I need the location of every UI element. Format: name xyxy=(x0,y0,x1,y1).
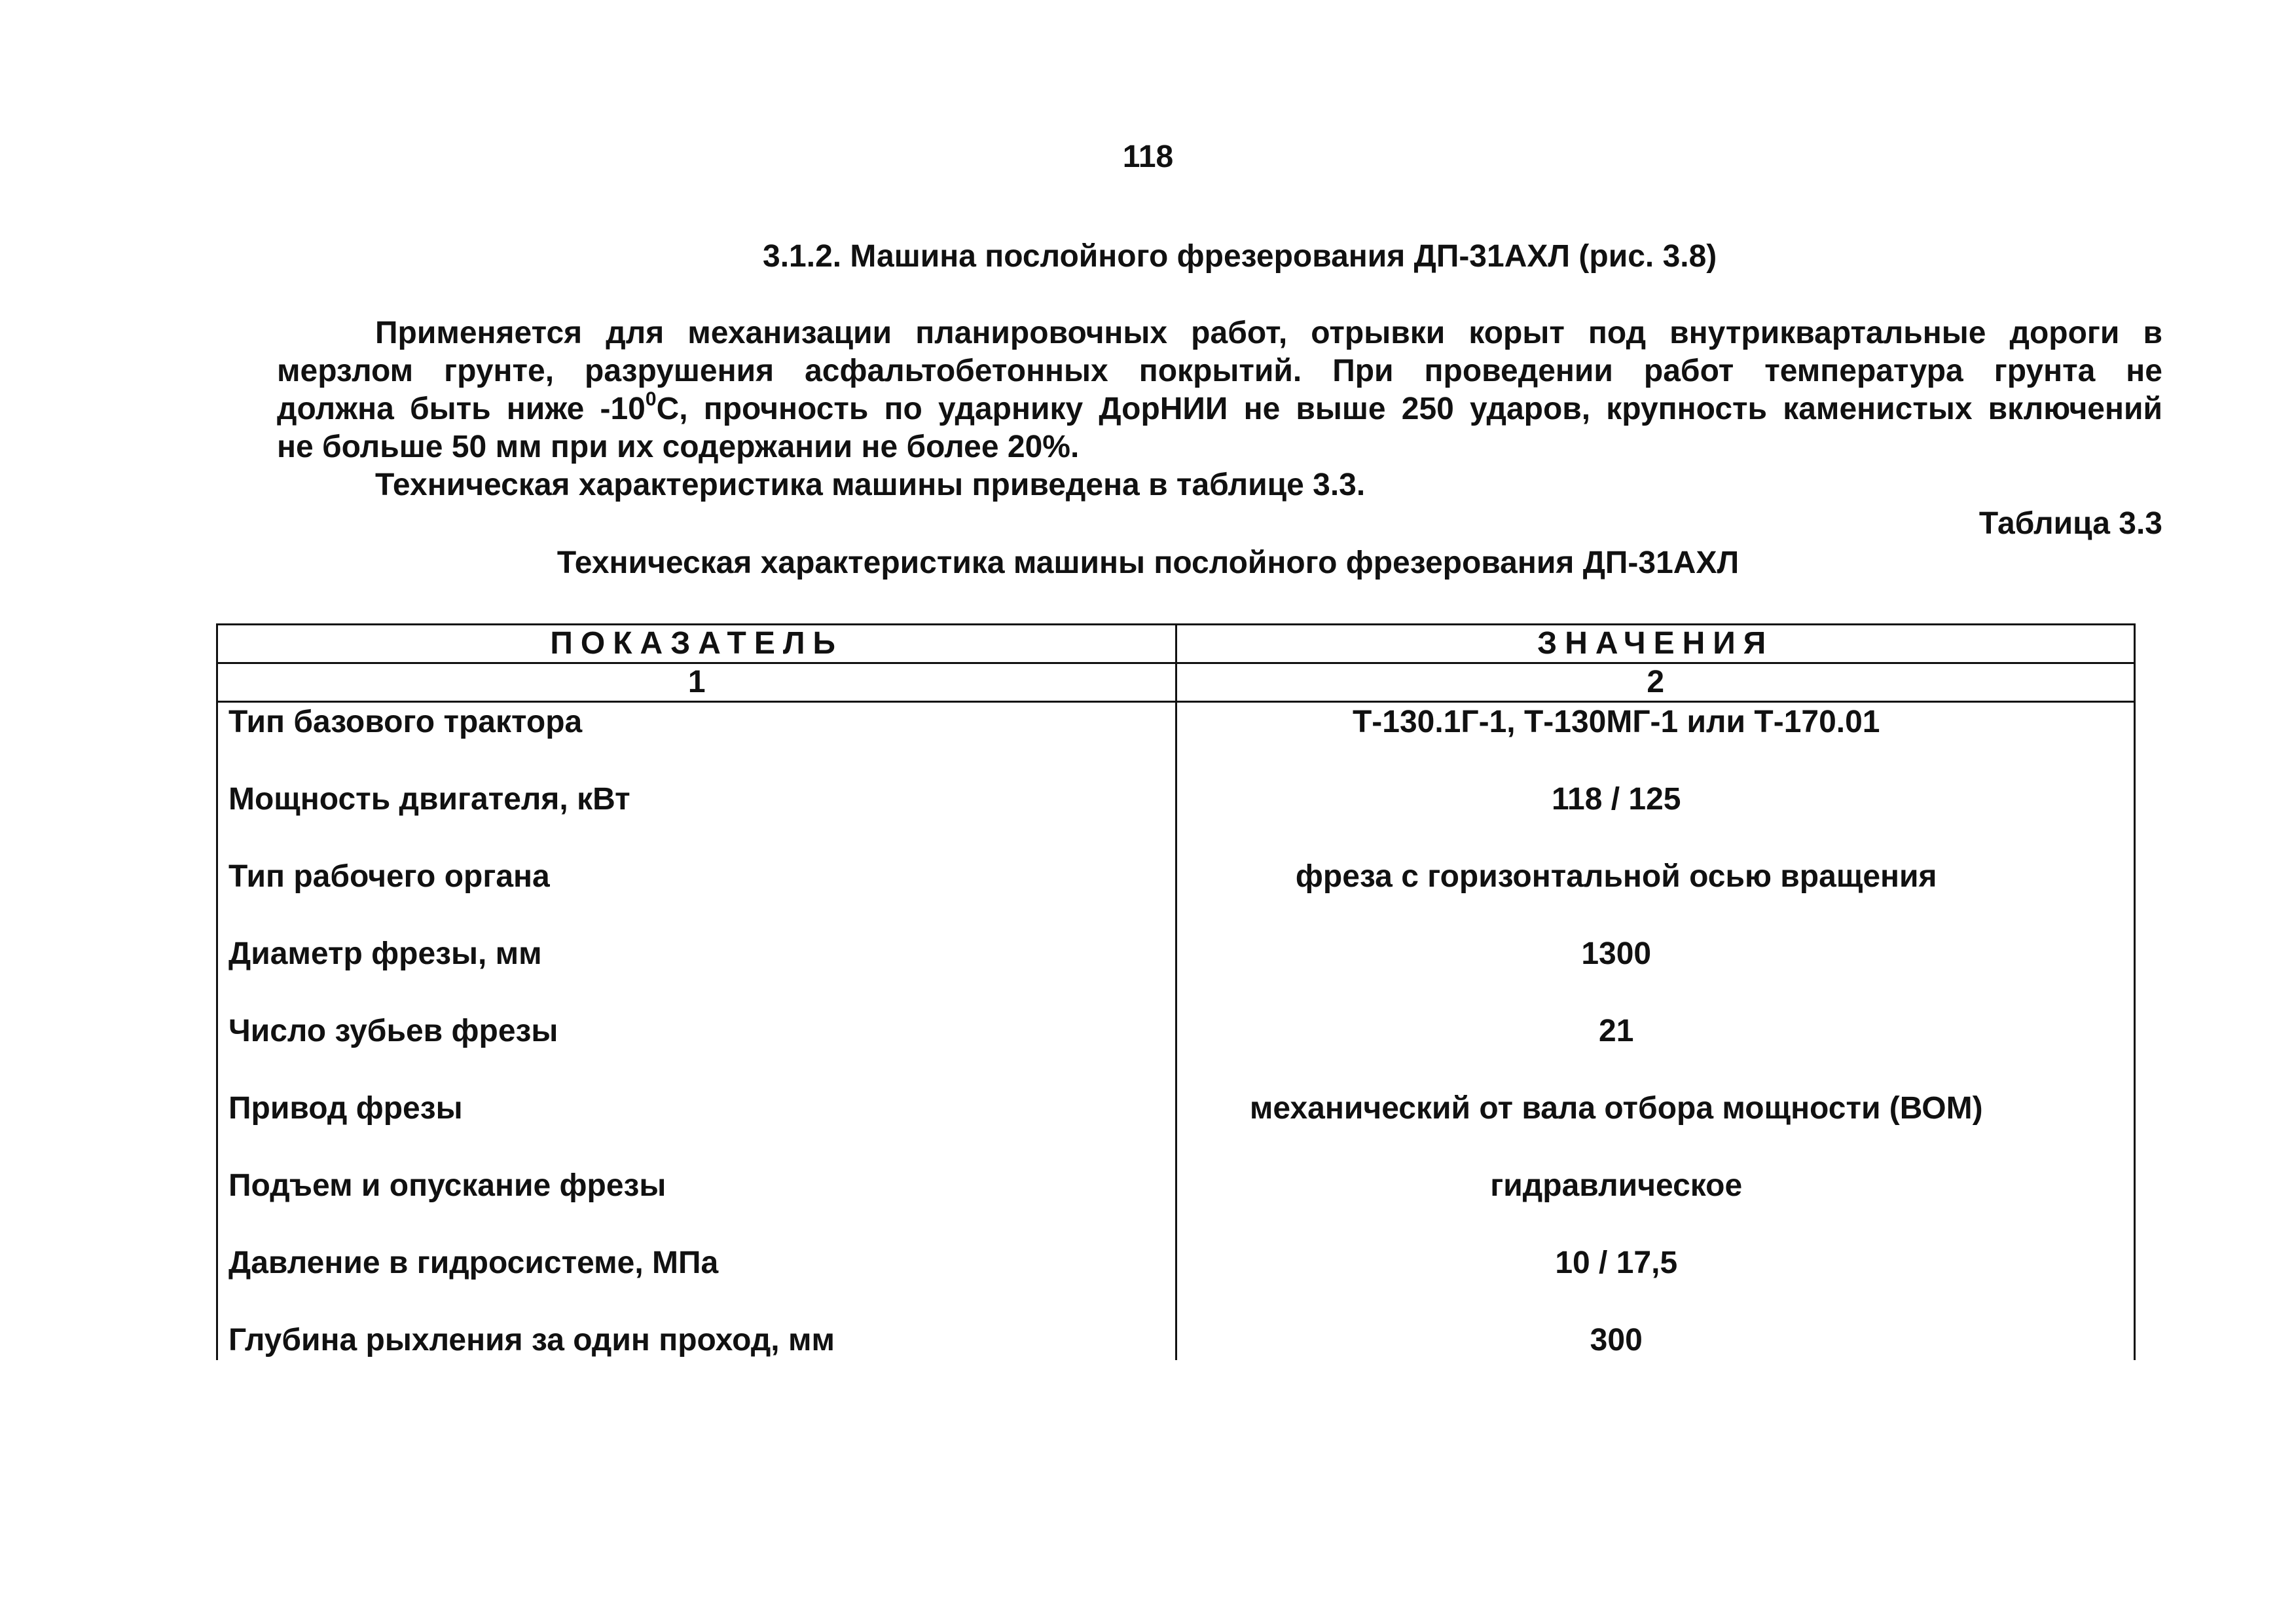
table-row xyxy=(217,857,2135,934)
section-title: 3.1.2. Машина послойного фрезерования ДП-31АХЛ (рис. 3.8) xyxy=(763,239,1717,274)
paragraph-1-line-3 xyxy=(277,390,2162,428)
row-value: 300 xyxy=(1176,1321,2135,1360)
paragraph-1-line-2: мерзлом грунте, разрушения асфальтобетонных покрытий. При проведении работ температура грунта не xyxy=(277,354,2162,388)
paragraph-2: Техническая характеристика машины приведена в таблице 3.3. xyxy=(375,468,1366,502)
paragraph-1 xyxy=(277,314,2162,466)
row-value: гидравлическое xyxy=(1176,1166,2135,1244)
table-header-row xyxy=(217,625,2135,663)
table-row xyxy=(217,1321,2135,1360)
table-caption: Техническая характеристика машины послойного фрезерования ДП-31АХЛ xyxy=(556,545,1740,580)
header-parameter: ПОКАЗАТЕЛЬ xyxy=(217,625,1176,663)
table-row xyxy=(217,1166,2135,1244)
row-value: 21 xyxy=(1176,1012,2135,1089)
column-number-1: 1 xyxy=(217,663,1176,702)
paragraph-1-line-4: не больше 50 мм при их содержании не более 20%. xyxy=(277,430,1080,464)
row-name: Глубина рыхления за один проход, мм xyxy=(217,1321,1176,1360)
paragraph-1-line-1: Применяется для механизации планировочных работ, отрывки корыт под внутриквартальные дороги в xyxy=(375,316,2162,350)
header-values: ЗНАЧЕНИЯ xyxy=(1176,625,2135,663)
row-value: механический от вала отбора мощности (ВОМ) xyxy=(1176,1089,2135,1166)
page-number: 118 xyxy=(1122,139,1174,174)
row-name: Тип рабочего органа xyxy=(217,857,1176,934)
row-value: 1300 xyxy=(1176,934,2135,1012)
row-name: Число зубьев фрезы xyxy=(217,1012,1176,1089)
row-name: Диаметр фрезы, мм xyxy=(217,934,1176,1012)
body-text xyxy=(277,314,2162,504)
table-row xyxy=(217,1244,2135,1321)
row-value: 10 / 17,5 xyxy=(1176,1244,2135,1321)
spec-table xyxy=(216,623,2136,1360)
table-row xyxy=(217,934,2135,1012)
table-row xyxy=(217,1012,2135,1089)
paragraph-1-line-3-start: должна быть ниже -10 xyxy=(277,392,646,426)
row-value: 118 / 125 xyxy=(1176,780,2135,857)
table-row xyxy=(217,1089,2135,1166)
table-row xyxy=(217,702,2135,781)
row-name: Подъем и опускание фрезы xyxy=(217,1166,1176,1244)
degree-superscript: 0 xyxy=(645,388,657,410)
table-row xyxy=(217,780,2135,857)
paragraph-1-line-3-end: С, прочность по ударнику ДорНИИ не выше 250 ударов, крупность каменистых включений xyxy=(656,392,2163,426)
table-column-numbers-row xyxy=(217,663,2135,702)
row-value: фреза с горизонтальной осью вращения xyxy=(1176,857,2135,934)
row-name: Привод фрезы xyxy=(217,1089,1176,1166)
table-label: Таблица 3.3 xyxy=(1978,506,2162,541)
row-name: Мощность двигателя, кВт xyxy=(217,780,1176,857)
row-value: Т-130.1Г-1, Т-130МГ-1 или Т-170.01 xyxy=(1176,702,2135,781)
column-number-2: 2 xyxy=(1176,663,2135,702)
row-name: Давление в гидросистеме, МПа xyxy=(217,1244,1176,1321)
row-name: Тип базового трактора xyxy=(217,702,1176,781)
